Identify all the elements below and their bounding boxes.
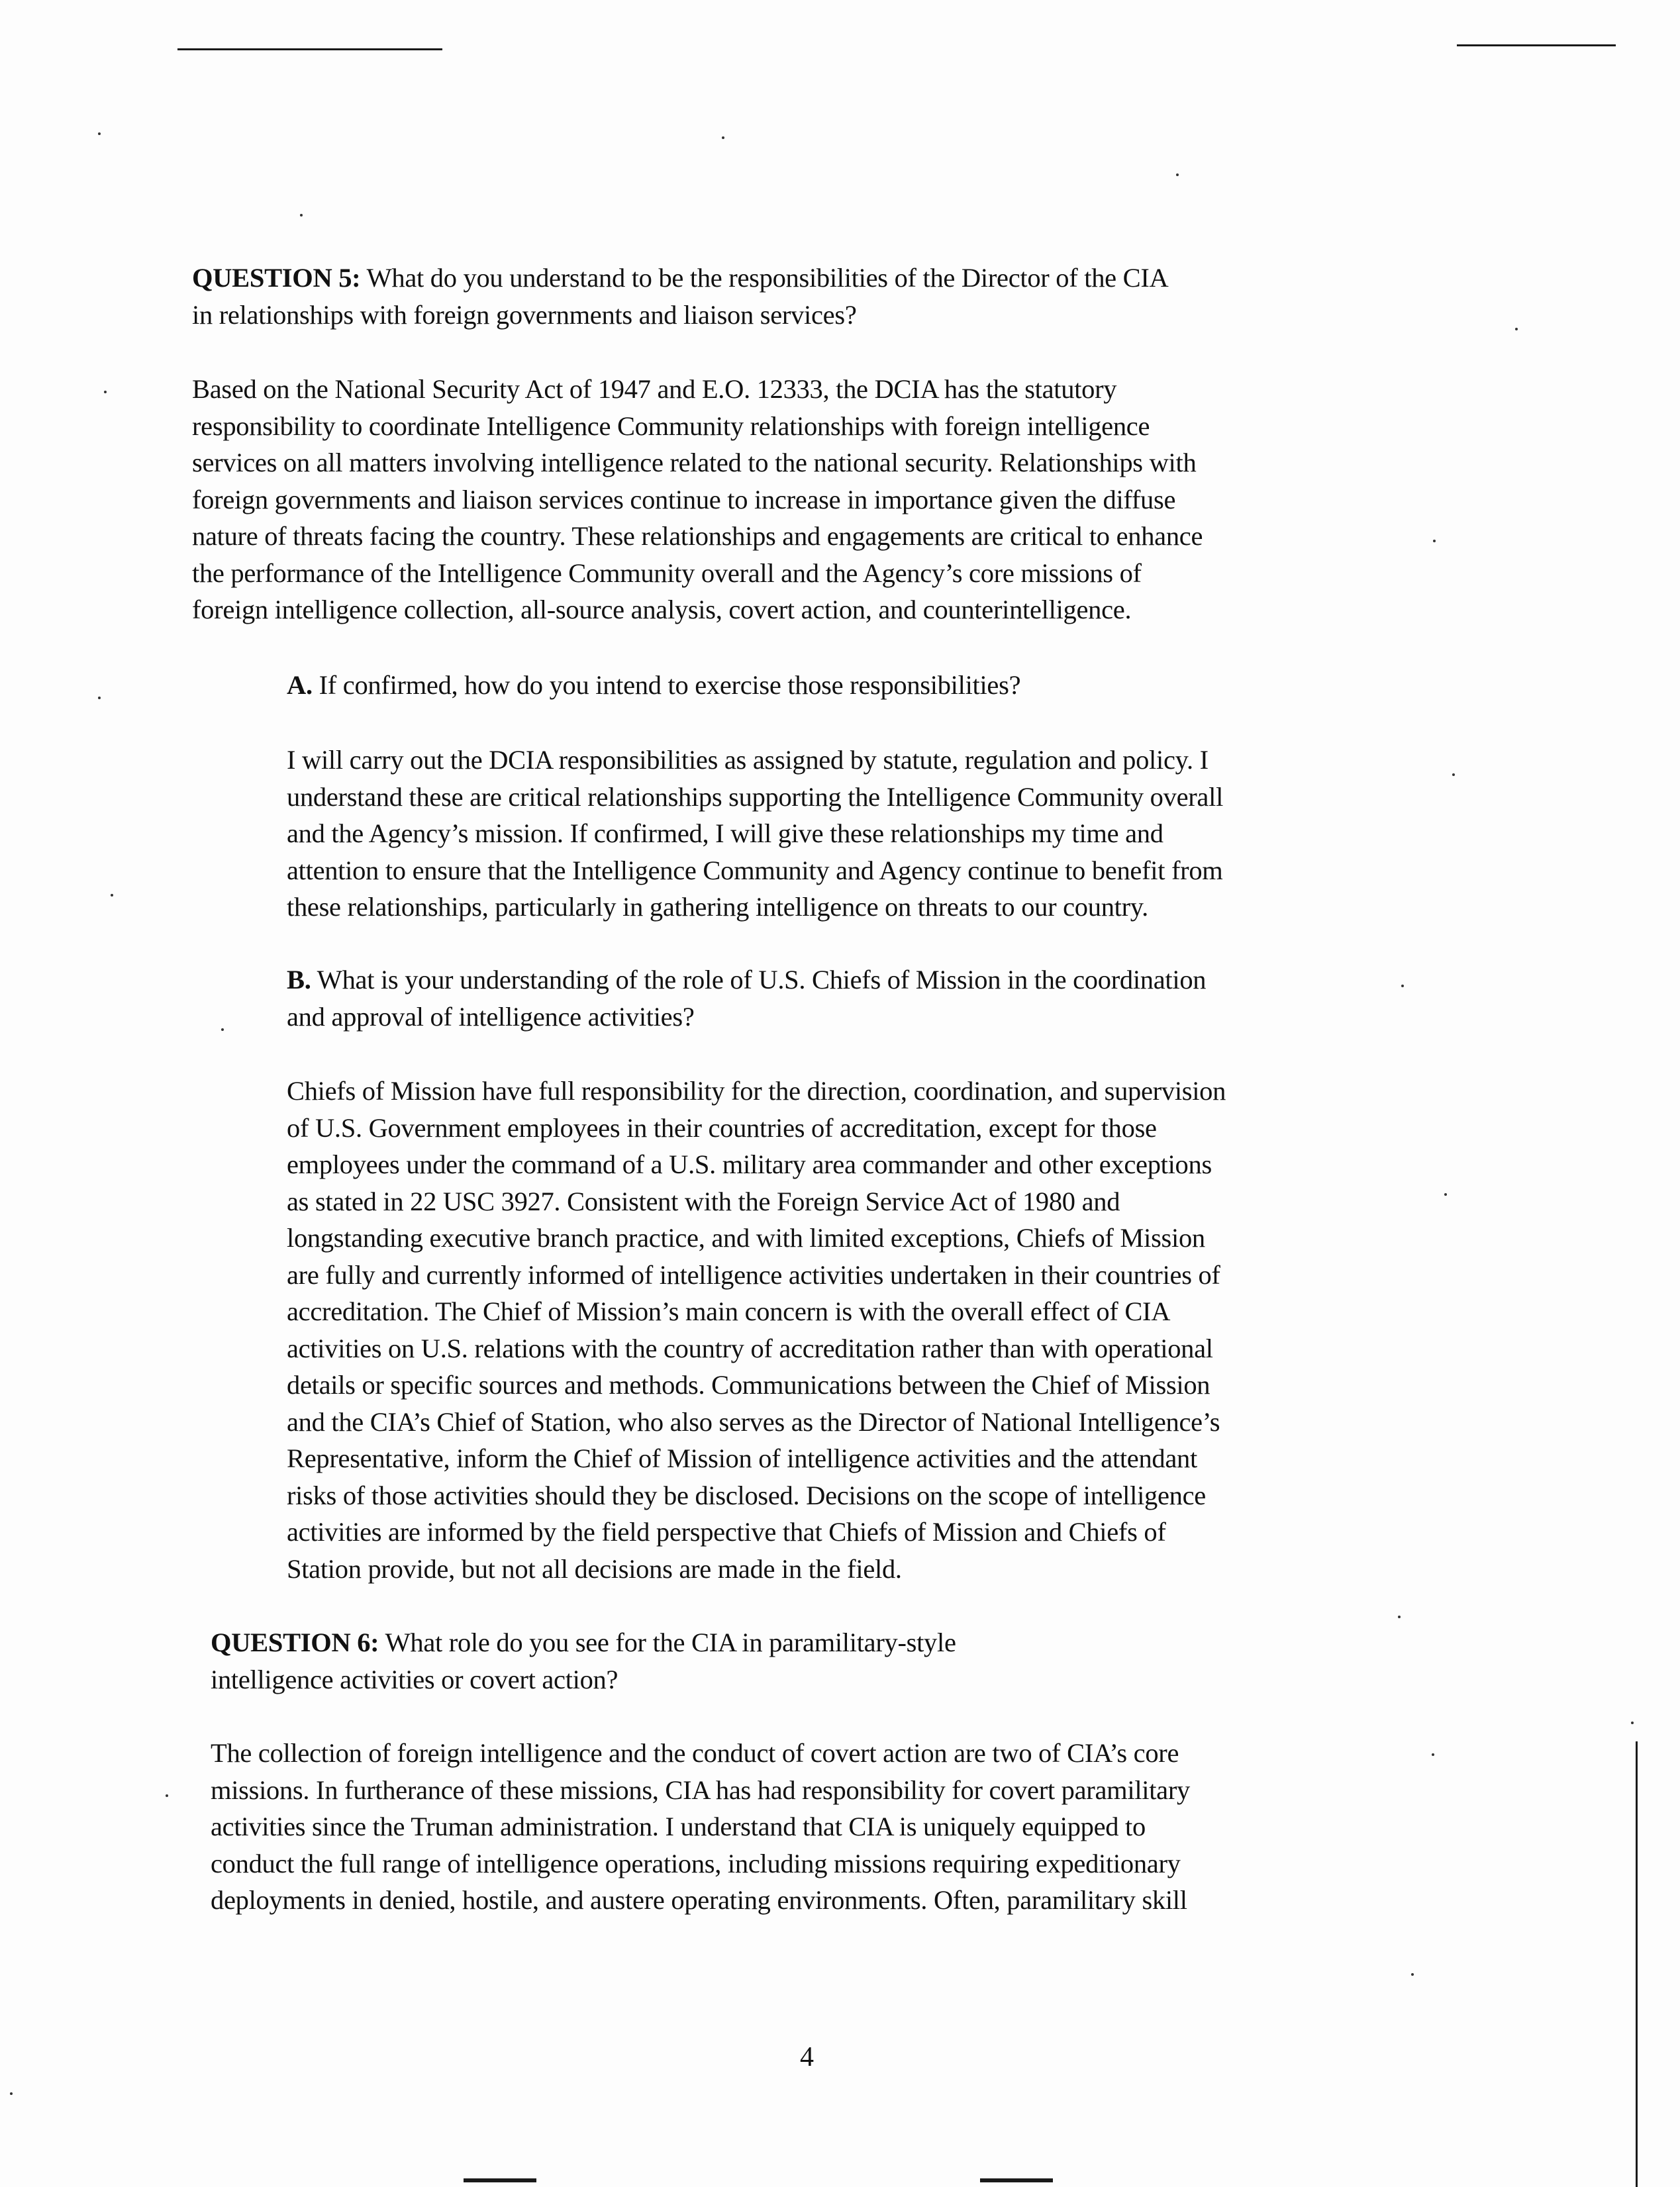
answer-line: Based on the National Security Act of 1947 and E.O. 12333, the DCIA has the statutory xyxy=(192,374,1117,404)
answer-line: attention to ensure that the Intelligence Community and Agency continue to benefit from xyxy=(287,855,1223,885)
scan-speck xyxy=(1452,773,1455,776)
answer-line: and the Agency’s mission. If confirmed, I will give these relationships my time and xyxy=(287,818,1163,848)
answer-line: activities are informed by the field perspective that Chiefs of Mission and Chiefs of xyxy=(287,1517,1166,1547)
subquestion-b xyxy=(287,961,1206,1035)
scan-speck xyxy=(1432,1753,1434,1756)
answer-line: Station provide, but not all decisions are made in the field. xyxy=(287,1553,902,1584)
question-6-label: QUESTION 6: xyxy=(211,1628,379,1657)
answer-line: activities on U.S. relations with the country of accreditation rather than with operational xyxy=(287,1333,1213,1363)
subquestion-b-text-line2: and approval of intelligence activities? xyxy=(287,1001,695,1032)
answer-line: foreign governments and liaison services continue to increase in importance given the diffuse xyxy=(192,484,1176,514)
scan-speck xyxy=(1433,540,1436,542)
answer-line: the performance of the Intelligence Community overall and the Agency’s core missions of xyxy=(192,558,1142,588)
answer-line: longstanding executive branch practice, and with limited exceptions, Chiefs of Mission xyxy=(287,1223,1205,1253)
answer-line: activities since the Truman administration. I understand that CIA is uniquely equipped to xyxy=(211,1812,1146,1841)
scan-speck xyxy=(1176,173,1179,176)
scan-speck xyxy=(111,894,113,897)
question-6-text-line2: intelligence activities or covert action? xyxy=(211,1664,618,1694)
top-right-rule xyxy=(1457,44,1616,46)
answer-line: employees under the command of a U.S. military area commander and other exceptions xyxy=(287,1149,1212,1179)
answer-line: services on all matters involving intelligence related to the national security. Relationships with xyxy=(192,448,1197,477)
question-5-label: QUESTION 5: xyxy=(192,263,361,293)
scan-speck xyxy=(300,214,303,217)
answer-line: are fully and currently informed of intelligence activities undertaken in their countries of xyxy=(287,1259,1220,1290)
scan-speck xyxy=(1515,328,1518,330)
scan-speck xyxy=(104,391,107,393)
subquestion-a-text: If confirmed, how do you intend to exercise those responsibilities? xyxy=(312,670,1021,700)
right-margin-line xyxy=(1636,1741,1638,2187)
subquestion-b-text-line1: What is your understanding of the role of U.S. Chiefs of Mission in the coordination xyxy=(311,965,1207,995)
answer-line: responsibility to coordinate Intelligence Community relationships with foreign intelligence xyxy=(192,411,1150,441)
scan-speck xyxy=(10,2092,13,2095)
answer-line: of U.S. Government employees in their countries of accreditation, except for those xyxy=(287,1112,1157,1143)
answer-line: The collection of foreign intelligence and the conduct of covert action are two of CIA’s core xyxy=(211,1738,1179,1768)
top-left-rule xyxy=(177,48,442,50)
scan-speck xyxy=(1411,1973,1414,1976)
scan-speck xyxy=(1444,1193,1447,1196)
scan-speck xyxy=(98,132,101,135)
subquestion-a xyxy=(287,667,1020,704)
scan-speck xyxy=(166,1794,168,1797)
scan-speck xyxy=(221,1028,224,1031)
question-5-answer xyxy=(192,371,1203,628)
question-6-answer xyxy=(211,1735,1190,1919)
subquestion-a-label: A. xyxy=(287,670,313,700)
scan-speck xyxy=(1398,1616,1401,1618)
subquestion-a-answer xyxy=(287,742,1223,926)
answer-line: and the CIA’s Chief of Station, who also serves as the Director of National Intelligence’s xyxy=(287,1406,1220,1437)
bottom-mark-left xyxy=(464,2178,536,2182)
answer-line: understand these are critical relationships supporting the Intelligence Community overall xyxy=(287,781,1224,812)
answer-line: conduct the full range of intelligence operations, including missions requiring expeditionary xyxy=(211,1848,1181,1878)
question-5-text-line2: in relationships with foreign governments and liaison services? xyxy=(192,299,857,330)
answer-line: details or specific sources and methods. Communications between the Chief of Mission xyxy=(287,1370,1211,1400)
question-6-text-line1: What role do you see for the CIA in paramilitary-style xyxy=(379,1628,956,1657)
answer-line: deployments in denied, hostile, and austere operating environments. Often, paramilitary skill xyxy=(211,1885,1187,1915)
question-5-heading xyxy=(192,260,1169,333)
question-6-heading xyxy=(211,1624,956,1698)
scan-speck xyxy=(722,136,724,139)
scan-speck xyxy=(98,697,101,699)
subquestion-b-label: B. xyxy=(287,965,311,995)
answer-line: risks of those activities should they be disclosed. Decisions on the scope of intelligence xyxy=(287,1480,1206,1510)
answer-line: Chiefs of Mission have full responsibility for the direction, coordination, and supervision xyxy=(287,1076,1226,1106)
answer-line: missions. In furtherance of these missions, CIA has had responsibility for covert paramilitary xyxy=(211,1774,1190,1805)
answer-line: these relationships, particularly in gathering intelligence on threats to our country. xyxy=(287,892,1148,922)
scan-speck xyxy=(1401,985,1404,987)
answer-line: as stated in 22 USC 3927. Consistent with the Foreign Service Act of 1980 and xyxy=(287,1186,1120,1216)
bottom-mark-right xyxy=(980,2178,1053,2182)
page-number: 4 xyxy=(800,2042,814,2072)
answer-line: foreign intelligence collection, all-source analysis, covert action, and counterintelligence. xyxy=(192,595,1132,624)
question-5-text-line1: What do you understand to be the responsibilities of the Director of the CIA xyxy=(360,263,1169,293)
answer-line: nature of threats facing the country. These relationships and engagements are critical to enhance xyxy=(192,521,1203,551)
answer-line: Representative, inform the Chief of Mission of intelligence activities and the attendant xyxy=(287,1443,1197,1473)
subquestion-b-answer xyxy=(287,1073,1226,1587)
answer-line: accreditation. The Chief of Mission’s main concern is with the overall effect of CIA xyxy=(287,1296,1171,1326)
scan-speck xyxy=(1631,1722,1634,1724)
answer-line: I will carry out the DCIA responsibilities as assigned by statute, regulation and policy. I xyxy=(287,745,1209,775)
